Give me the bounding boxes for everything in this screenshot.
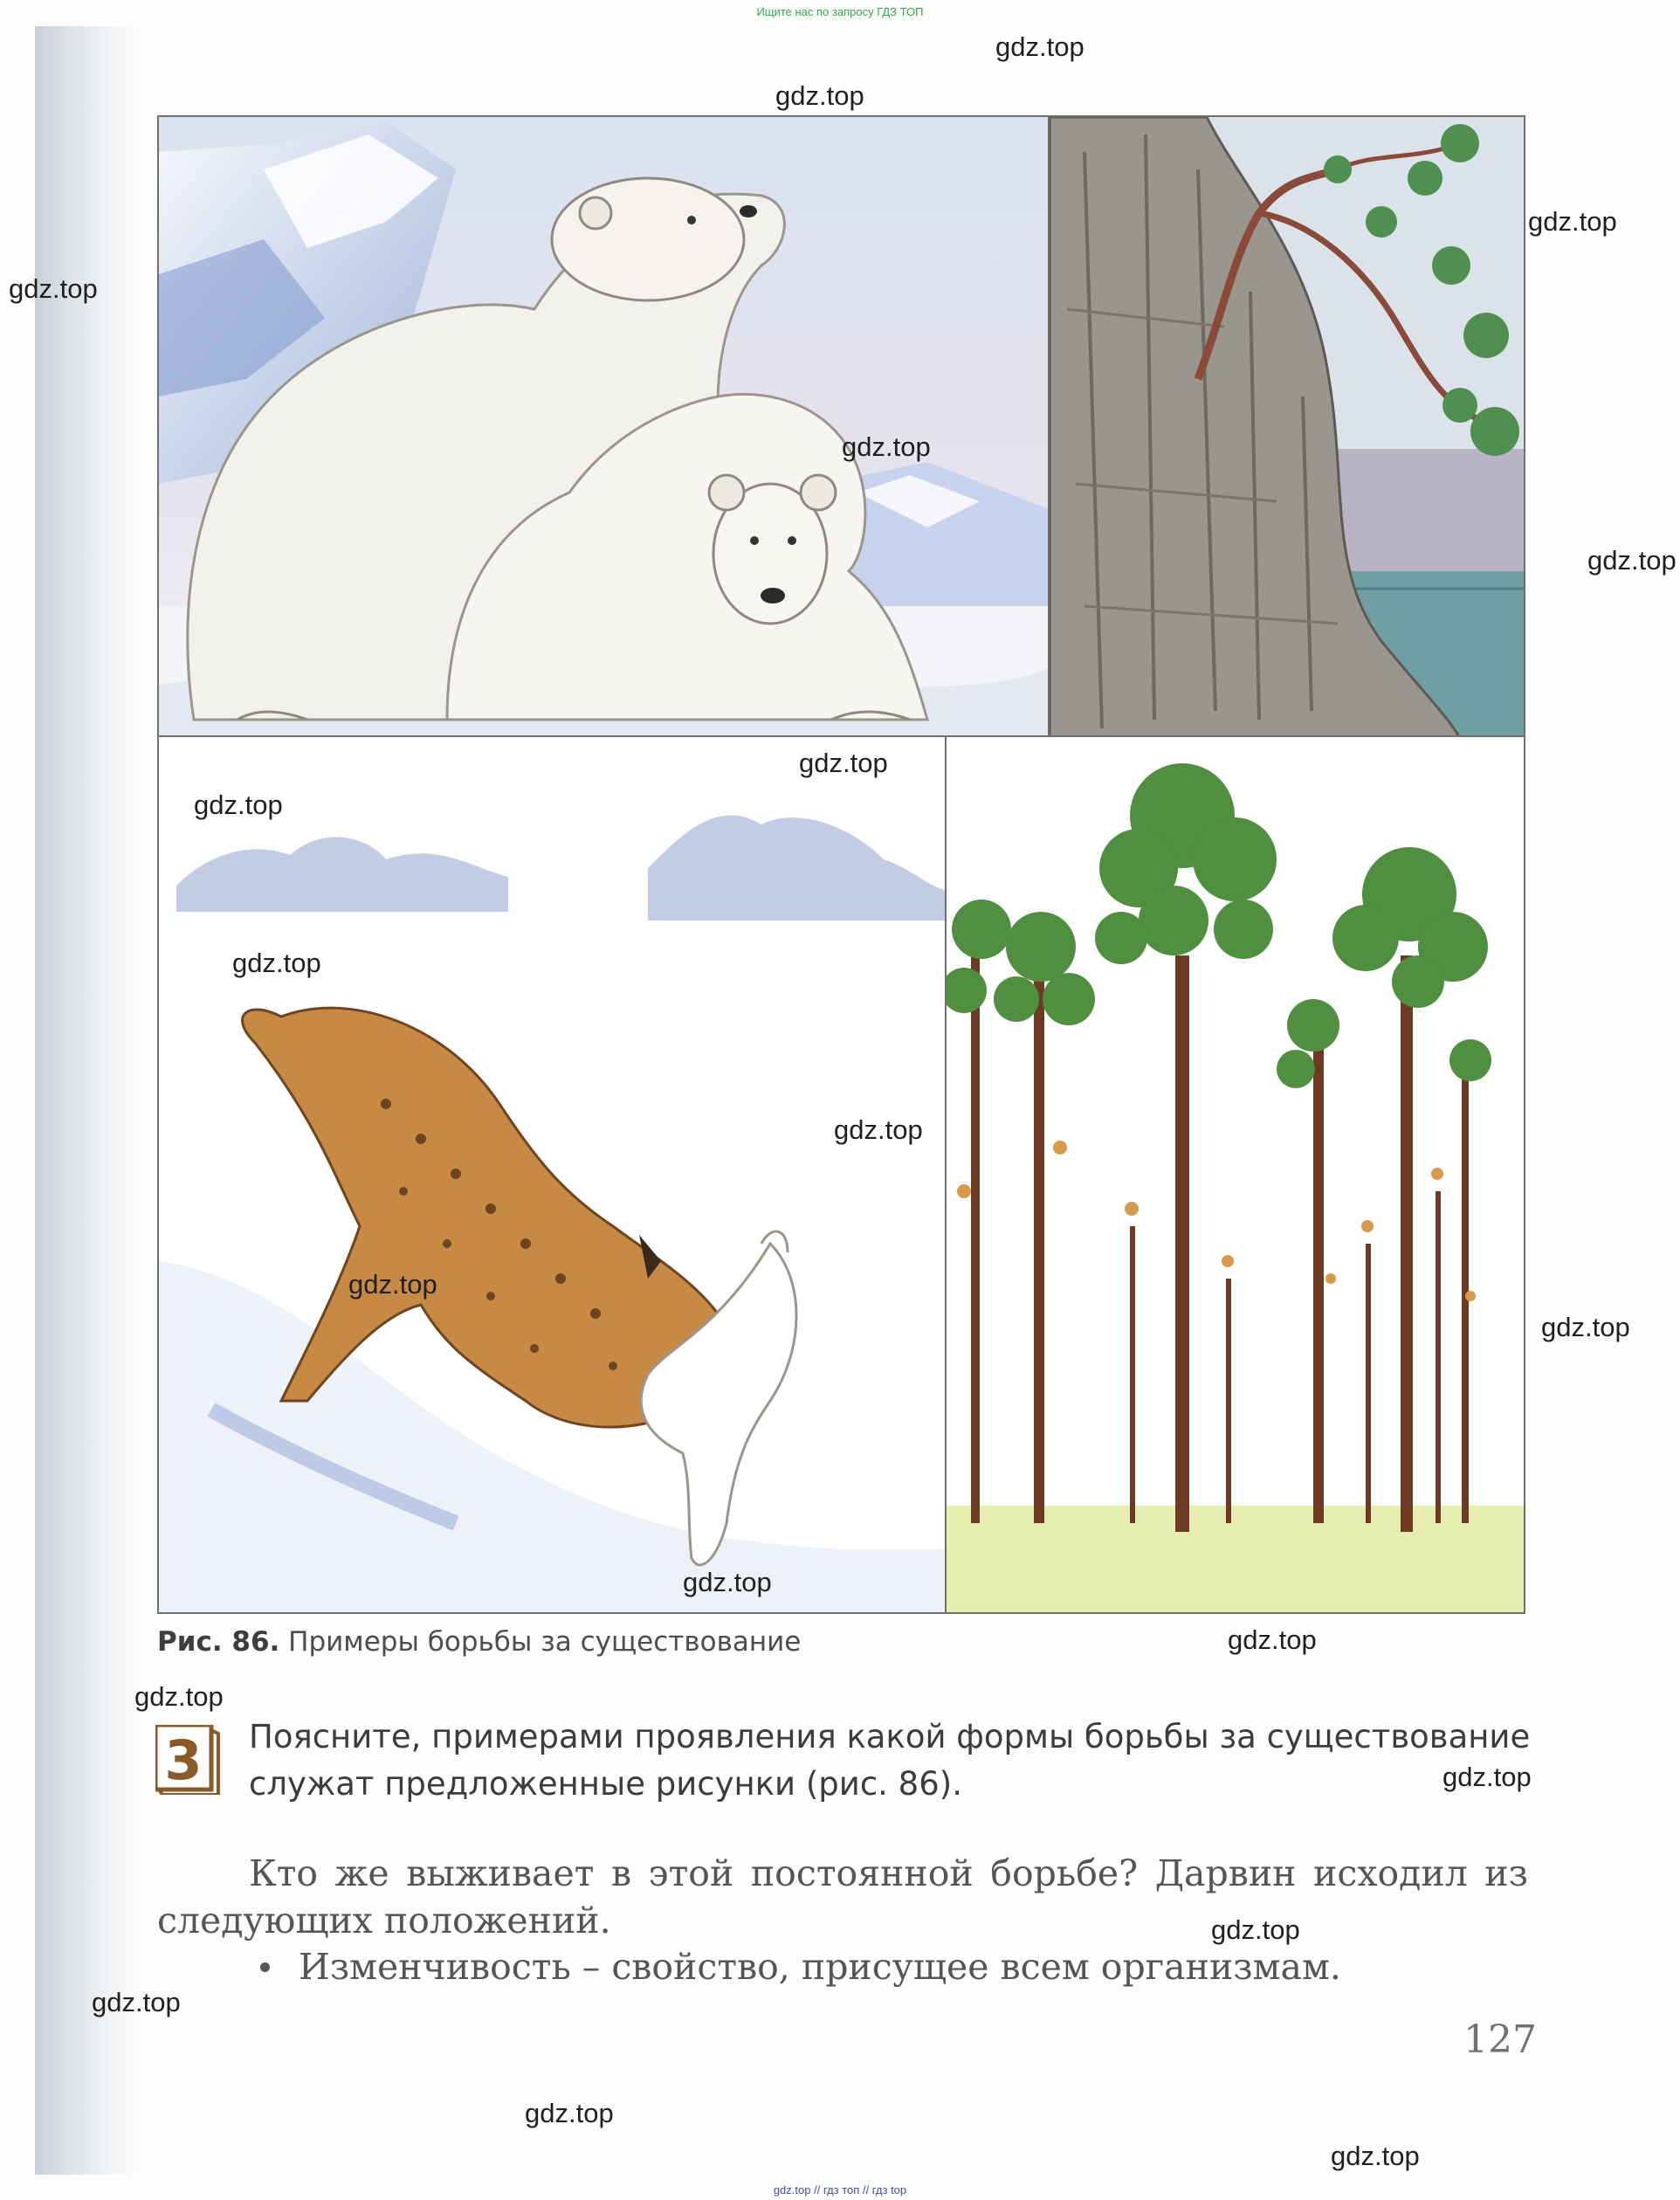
watermark: gdz.top	[1528, 206, 1617, 237]
polar-bears-illustration	[159, 117, 1051, 739]
book-spine-shadow	[35, 26, 140, 2175]
watermark: gdz.top	[1541, 1312, 1630, 1342]
watermark: gdz.top	[134, 1681, 224, 1712]
watermark: gdz.top	[799, 748, 888, 778]
watermark: gdz.top	[1228, 1624, 1317, 1655]
watermark: gdz.top	[348, 1269, 437, 1300]
bullet-item	[262, 1943, 1528, 1990]
watermark: gdz.top	[1587, 545, 1677, 576]
figure-panel-cliff-tree	[1048, 115, 1525, 741]
watermark: gdz.top	[525, 2098, 614, 2128]
figure-panel-lynx-hare	[157, 735, 950, 1614]
figure-panel-pine-forest	[945, 735, 1525, 1614]
figure-number: Рис. 86.	[157, 1626, 280, 1658]
figure-caption-text: Примеры борьбы за существование	[288, 1626, 802, 1658]
watermark: gdz.top	[9, 273, 98, 304]
bottom-banner[interactable]: gdz.top // гдз топ // гдз top	[773, 2183, 907, 2197]
figure-panel-polar-bears	[157, 115, 1053, 741]
body-paragraph: Кто же выживает в этой постоянной борьбе? Дарвин исходил из следующих положений.	[157, 1852, 1528, 1941]
watermark: gdz.top	[842, 431, 931, 462]
figure-caption	[157, 1626, 801, 1658]
watermark: gdz.top	[1442, 1762, 1532, 1792]
bullet-item-text: Изменчивость – свойство, присущее всем организмам.	[299, 1946, 1341, 1988]
task-number: 3	[164, 1728, 203, 1792]
top-banner[interactable]: Ищите нас по запросу ГДЗ ТОП	[756, 5, 924, 18]
watermark: gdz.top	[775, 80, 864, 111]
watermark: gdz.top	[995, 31, 1084, 62]
watermark: gdz.top	[194, 790, 283, 820]
watermark: gdz.top	[1331, 2141, 1420, 2171]
watermark: gdz.top	[834, 1114, 923, 1145]
watermark: gdz.top	[92, 1987, 181, 2017]
watermark: gdz.top	[232, 948, 321, 978]
page-number: 127	[1463, 2017, 1537, 2062]
pine-forest-illustration	[947, 737, 1524, 1612]
watermark: gdz.top	[683, 1567, 772, 1597]
task-number-icon	[155, 1725, 220, 1795]
lynx-hare-illustration	[159, 737, 948, 1612]
task-text: Поясните, примерами проявления какой формы борьбы за существование служат предложенные рисунки (рис. 86).	[249, 1718, 1531, 1803]
watermark: gdz.top	[1211, 1914, 1300, 1945]
cliff-tree-illustration	[1050, 117, 1524, 739]
